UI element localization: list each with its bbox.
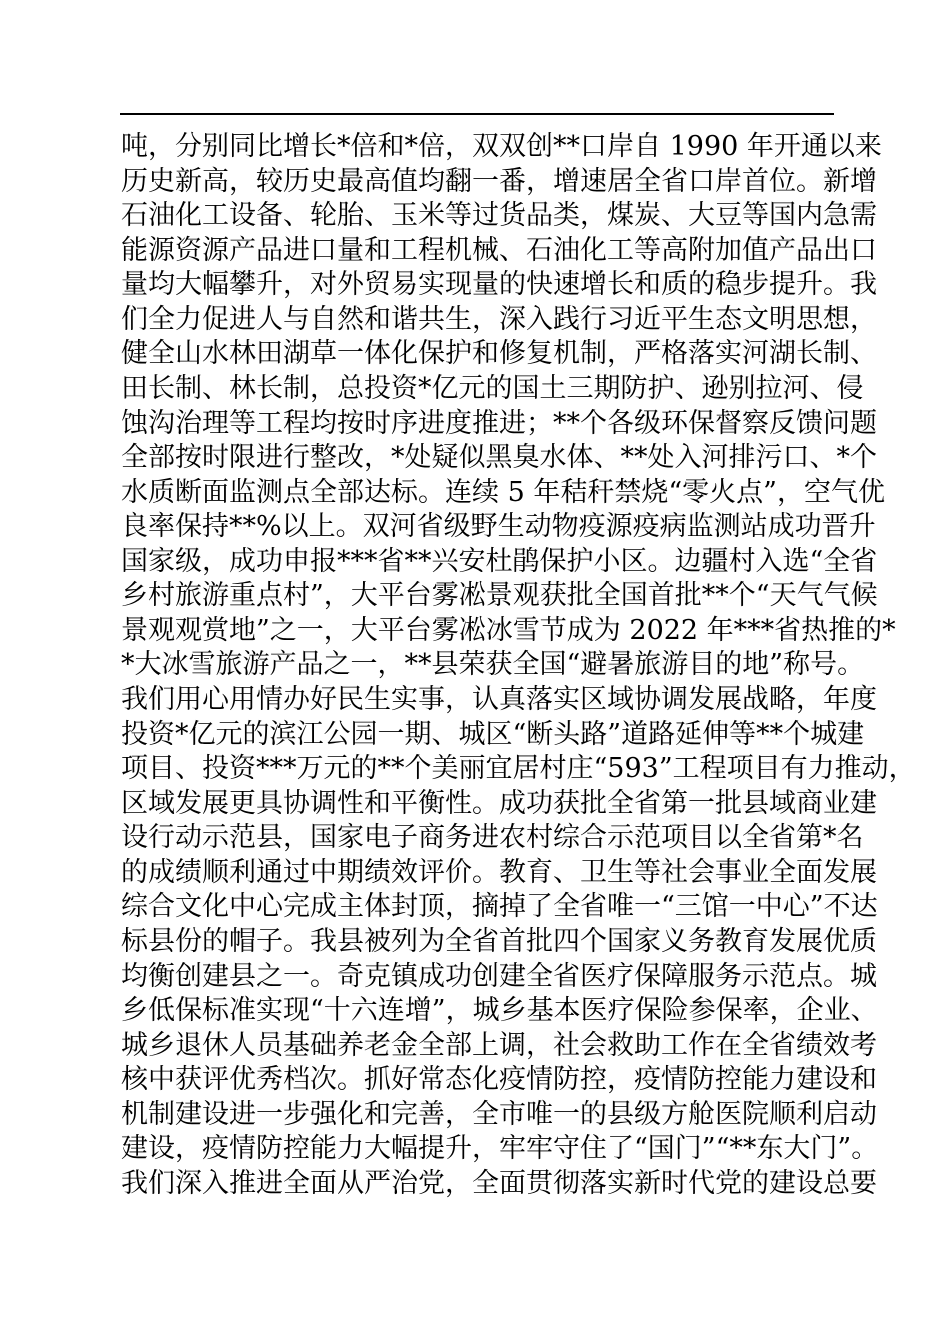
header-rule bbox=[120, 113, 834, 115]
text-line: *大冰雪旅游产品之一，**县荣获全国“避暑旅游目的地”称号。 bbox=[121, 649, 865, 681]
text-line: 吨，分别同比增长*倍和*倍，双双创**口岸自 1990 年开通以来 bbox=[121, 131, 882, 162]
text-line: 城乡退休人员基础养老金全部上调，社会救助工作在全省绩效考 bbox=[121, 1029, 877, 1061]
text-line: 我们用心用情办好民生实事，认真落实区域协调发展战略，年度 bbox=[121, 684, 877, 715]
text-line: 机制建设进一步强化和完善，全市唯一的县级方舱医院顺利启动 bbox=[121, 1098, 877, 1130]
text-line: 景观观赏地”之一，大平台雾凇冰雪节成为 2022 年***省热推的* bbox=[121, 614, 896, 646]
text-line: 田长制、林长制，总投资*亿元的国土三期防护、逊别拉河、侵 bbox=[121, 372, 864, 404]
text-line: 量均大幅攀升，对外贸易实现量的快速增长和质的稳步提升。我 bbox=[121, 269, 877, 301]
text-line: 健全山水林田湖草一体化保护和修复机制，严格落实河湖长制、 bbox=[121, 338, 877, 370]
text-line: 全部按时限进行整改，*处疑似黑臭水体、**处入河排污口、*个 bbox=[121, 442, 877, 474]
text-line: 良率保持**%以上。双河省级野生动物疫源疫病监测站成功晋升 bbox=[121, 511, 876, 543]
text-line: 能源资源产品进口量和工程机械、石油化工等高附加值产品出口 bbox=[121, 234, 877, 266]
text-line: 国家级，成功申报***省**兴安杜鹃保护小区。边疆村入选“全省 bbox=[121, 545, 878, 577]
body-text bbox=[121, 130, 916, 1201]
text-line: 建设，疫情防控能力大幅提升，牢牢守住了“国门”“**东大门”。 bbox=[121, 1133, 879, 1165]
text-line: 的成绩顺利通过中期绩效评价。教育、卫生等社会事业全面发展 bbox=[121, 856, 877, 888]
text-line: 蚀沟治理等工程均按时序进度推进；**个各级环保督察反馈问题 bbox=[121, 407, 877, 439]
text-line: 乡村旅游重点村”，大平台雾凇景观获批全国首批**个“天气气候 bbox=[121, 580, 878, 612]
text-line: 项目、投资***万元的**个美丽宜居村庄“593”工程项目有力推动， bbox=[121, 753, 916, 785]
text-line: 均衡创建县之一。奇克镇成功创建全省医疗保障服务示范点。城 bbox=[121, 960, 877, 992]
text-line: 综合文化中心完成主体封顶，摘掉了全省唯一“三馆一中心”不达 bbox=[121, 891, 878, 923]
text-line: 投资*亿元的滨江公园一期、城区“断头路”道路延伸等**个城建 bbox=[121, 718, 865, 750]
text-line: 核中获评优秀档次。抓好常态化疫情防控，疫情防控能力建设和 bbox=[121, 1064, 877, 1096]
text-line: 历史新高，较历史最高值均翻一番，增速居全省口岸首位。新增 bbox=[121, 165, 877, 197]
text-line: 区域发展更具协调性和平衡性。成功获批全省第一批县域商业建 bbox=[121, 787, 877, 819]
text-line: 石油化工设备、轮胎、玉米等过货品类，煤炭、大豆等国内急需 bbox=[121, 200, 877, 232]
text-line: 水质断面监测点全部达标。连续 5 年秸秆禁烧“零火点”，空气优 bbox=[121, 476, 885, 508]
text-line: 乡低保标准实现“十六连增”，城乡基本医疗保险参保率，企业、 bbox=[121, 995, 878, 1027]
text-line: 们全力促进人与自然和谐共生，深入践行习近平生态文明思想， bbox=[121, 303, 877, 335]
text-line: 我们深入推进全面从严治党，全面贯彻落实新时代党的建设总要 bbox=[121, 1167, 877, 1199]
text-line: 标县份的帽子。我县被列为全省首批四个国家义务教育发展优质 bbox=[121, 925, 877, 957]
text-line: 设行动示范县，国家电子商务进农村综合示范项目以全省第*名 bbox=[121, 822, 864, 854]
